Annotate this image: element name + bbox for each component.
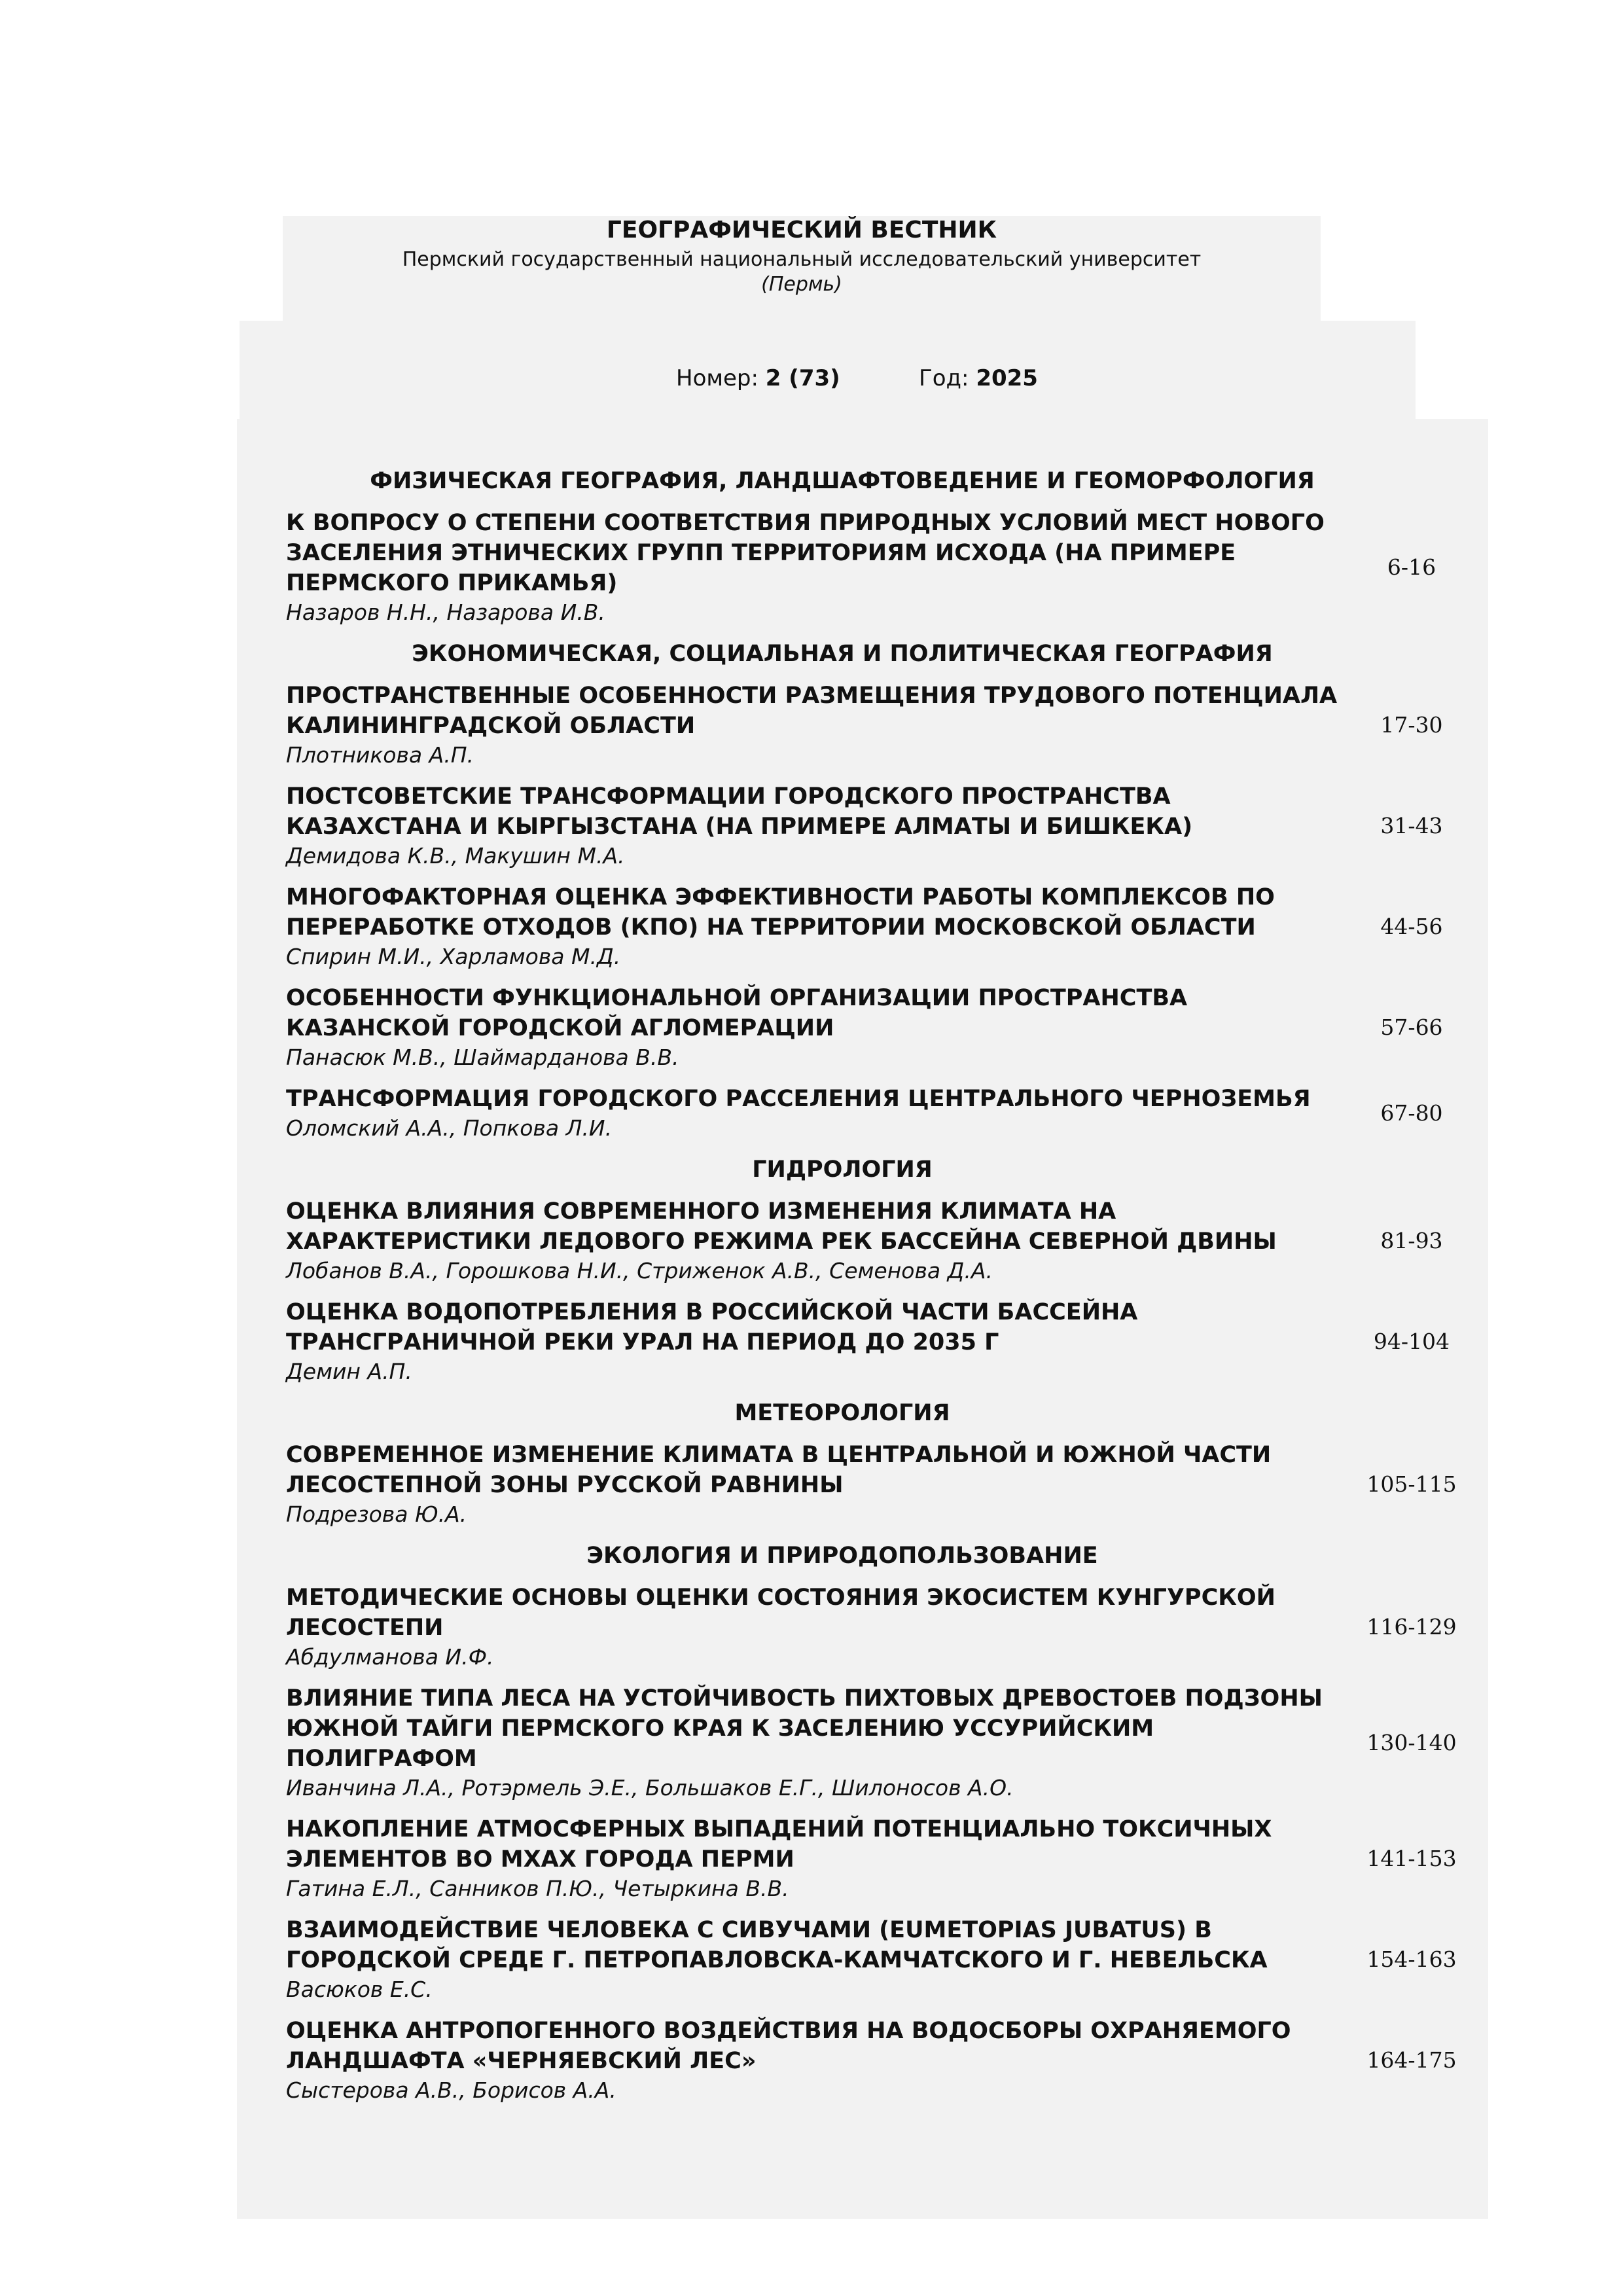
article-authors: Васюков Е.С. xyxy=(286,1977,433,2002)
issue-year-label: Год: xyxy=(919,365,969,391)
article-body xyxy=(286,1196,1346,1285)
article-authors: Демин А.П. xyxy=(286,1359,412,1384)
toc-article[interactable] xyxy=(286,1084,1477,1143)
article-body xyxy=(286,681,1346,770)
article-authors: Назаров Н.Н., Назарова И.В. xyxy=(286,600,605,625)
article-authors: Сыстерова А.В., Борисов А.А. xyxy=(286,2077,616,2103)
issue-number-label: Номер: xyxy=(676,365,758,391)
toc-article[interactable] xyxy=(286,508,1477,627)
article-pages: 116-129 xyxy=(1366,1614,1457,1640)
article-title[interactable]: ОСОБЕННОСТИ ФУНКЦИОНАЛЬНОЙ ОРГАНИЗАЦИИ ПРОСТРАНСТВА КАЗАНСКОЙ ГОРОДСКОЙ АГЛОМЕРАЦИИ xyxy=(286,985,1188,1041)
article-pages: 164-175 xyxy=(1366,2047,1457,2073)
toc-article[interactable] xyxy=(286,2016,1477,2105)
article-body xyxy=(286,1440,1346,1529)
article-pages: 141-153 xyxy=(1366,1846,1457,1871)
article-body xyxy=(286,1683,1346,1803)
toc-article[interactable] xyxy=(286,882,1477,971)
article-pages: 67-80 xyxy=(1380,1100,1443,1126)
issue-number xyxy=(676,364,840,393)
article-pages: 31-43 xyxy=(1380,813,1443,838)
article-title[interactable]: ОЦЕНКА АНТРОПОГЕННОГО ВОЗДЕЙСТВИЯ НА ВОДОСБОРЫ ОХРАНЯЕМОГО ЛАНДШАФТА «ЧЕРНЯЕВСКИЙ ЛЕС» xyxy=(286,2018,1291,2074)
article-pages: 130-140 xyxy=(1366,1730,1457,1755)
section-heading: МЕТЕОРОЛОГИЯ xyxy=(734,1400,950,1426)
article-title[interactable]: ТРАНСФОРМАЦИЯ ГОРОДСКОГО РАССЕЛЕНИЯ ЦЕНТРАЛЬНОГО ЧЕРНОЗЕМЬЯ xyxy=(286,1086,1311,1112)
toc-article[interactable] xyxy=(286,1297,1477,1386)
article-title[interactable]: ПОСТСОВЕТСКИЕ ТРАНСФОРМАЦИИ ГОРОДСКОГО ПРОСТРАНСТВА КАЗАХСТАНА И КЫРГЫЗСТАНА (НА ПРИМЕРЕ АЛМАТЫ И БИШКЕКА) xyxy=(286,783,1193,840)
article-body xyxy=(286,882,1346,971)
issue-year-value: 2025 xyxy=(976,365,1038,391)
section-heading: ФИЗИЧЕСКАЯ ГЕОГРАФИЯ, ЛАНДШАФТОВЕДЕНИЕ И ГЕОМОРФОЛОГИЯ xyxy=(370,468,1315,494)
table-of-contents xyxy=(286,466,1477,2117)
article-title[interactable]: МНОГОФАКТОРНАЯ ОЦЕНКА ЭФФЕКТИВНОСТИ РАБОТЫ КОМПЛЕКСОВ ПО ПЕРЕРАБОТКЕ ОТХОДОВ (КПО) НА ТЕРРИТОРИИ МОСКОВСКОЙ ОБЛАСТИ xyxy=(286,884,1275,941)
article-title[interactable]: ВЛИЯНИЕ ТИПА ЛЕСА НА УСТОЙЧИВОСТЬ ПИХТОВЫХ ДРЕВОСТОЕВ ПОДЗОНЫ ЮЖНОЙ ТАЙГИ ПЕРМСКОГО КРАЯ К ЗАСЕЛЕНИЮ УССУРИЙСКИМ ПОЛИГРАФОМ xyxy=(286,1685,1323,1772)
article-body xyxy=(286,1915,1346,2004)
article-body xyxy=(286,2016,1346,2105)
article-body xyxy=(286,983,1346,1072)
article-title[interactable]: ВЗАИМОДЕЙСТВИЕ ЧЕЛОВЕКА С СИВУЧАМИ (EUMETOPIAS JUBATUS) В ГОРОДСКОЙ СРЕДЕ Г. ПЕТРОПАВЛОВСКА-КАМЧАТСКОГО И Г. НЕВЕЛЬСКА xyxy=(286,1917,1268,1973)
journal-city: (Пермь) xyxy=(761,273,842,296)
article-pages: 44-56 xyxy=(1380,914,1443,939)
article-body xyxy=(286,781,1346,870)
article-title[interactable]: НАКОПЛЕНИЕ АТМОСФЕРНЫХ ВЫПАДЕНИЙ ПОТЕНЦИАЛЬНО ТОКСИЧНЫХ ЭЛЕМЕНТОВ ВО МХАХ ГОРОДА ПЕРМИ xyxy=(286,1816,1272,1873)
article-title[interactable]: ОЦЕНКА ВЛИЯНИЯ СОВРЕМЕННОГО ИЗМЕНЕНИЯ КЛИМАТА НА ХАРАКТЕРИСТИКИ ЛЕДОВОГО РЕЖИМА РЕК БАССЕЙНА СЕВЕРНОЙ ДВИНЫ xyxy=(286,1198,1277,1255)
toc-article[interactable] xyxy=(286,1683,1477,1803)
article-title[interactable]: К ВОПРОСУ О СТЕПЕНИ СООТВЕТСТВИЯ ПРИРОДНЫХ УСЛОВИЙ МЕСТ НОВОГО ЗАСЕЛЕНИЯ ЭТНИЧЕСКИХ ГРУПП ТЕРРИТОРИЯМ ИСХОДА (НА ПРИМЕРЕ ПЕРМСКОГО ПРИКАМЬЯ) xyxy=(286,510,1325,596)
article-title[interactable]: ПРОСТРАНСТВЕННЫЕ ОСОБЕННОСТИ РАЗМЕЩЕНИЯ ТРУДОВОГО ПОТЕНЦИАЛА КАЛИНИНГРАДСКОЙ ОБЛАСТИ xyxy=(286,683,1338,739)
article-body xyxy=(286,1814,1346,1903)
article-authors: Абдулманова И.Ф. xyxy=(286,1644,494,1670)
article-authors: Спирин М.И., Харламова М.Д. xyxy=(286,944,621,969)
journal-university: Пермский государственный национальный исследовательский университет xyxy=(402,248,1202,271)
article-pages: 105-115 xyxy=(1366,1471,1457,1497)
article-title[interactable]: СОВРЕМЕННОЕ ИЗМЕНЕНИЕ КЛИМАТА В ЦЕНТРАЛЬНОЙ И ЮЖНОЙ ЧАСТИ ЛЕСОСТЕПНОЙ ЗОНЫ РУССКОЙ РАВНИНЫ xyxy=(286,1442,1272,1498)
toc-article[interactable] xyxy=(286,1196,1477,1285)
article-body xyxy=(286,508,1346,627)
article-title[interactable]: ОЦЕНКА ВОДОПОТРЕБЛЕНИЯ В РОССИЙСКОЙ ЧАСТИ БАССЕЙНА ТРАНСГРАНИЧНОЙ РЕКИ УРАЛ НА ПЕРИОД ДО 2035 Г xyxy=(286,1299,1138,1355)
article-pages: 94-104 xyxy=(1373,1329,1450,1354)
article-authors: Гатина Е.Л., Санников П.Ю., Четыркина В.В. xyxy=(286,1876,789,1901)
journal-title: ГЕОГРАФИЧЕСКИЙ ВЕСТНИК xyxy=(606,217,997,243)
toc-article[interactable] xyxy=(286,681,1477,770)
article-authors: Оломский А.А., Попкова Л.И. xyxy=(286,1115,613,1141)
article-pages: 6-16 xyxy=(1387,554,1436,580)
section-heading: ЭКОЛОГИЯ И ПРИРОДОПОЛЬЗОВАНИЕ xyxy=(586,1543,1098,1569)
section-heading: ГИДРОЛОГИЯ xyxy=(752,1157,933,1183)
article-pages: 154-163 xyxy=(1366,1946,1457,1972)
toc-article[interactable] xyxy=(286,1915,1477,2004)
toc-article[interactable] xyxy=(286,1814,1477,1903)
article-title[interactable]: МЕТОДИЧЕСКИЕ ОСНОВЫ ОЦЕНКИ СОСТОЯНИЯ ЭКОСИСТЕМ КУНГУРСКОЙ ЛЕСОСТЕПИ xyxy=(286,1585,1275,1641)
article-body xyxy=(286,1583,1346,1672)
article-authors: Плотникова А.П. xyxy=(286,742,474,768)
article-authors: Иванчина Л.А., Ротэрмель Э.Е., Большаков Е.Г., Шилоносов А.О. xyxy=(286,1775,1014,1801)
issue-number-value: 2 (73) xyxy=(765,365,840,391)
article-authors: Подрезова Ю.А. xyxy=(286,1501,467,1527)
article-body xyxy=(286,1297,1346,1386)
article-authors: Лобанов В.А., Горошкова Н.И., Стриженок А.В., Семенова Д.А. xyxy=(286,1258,993,1283)
article-authors: Демидова К.В., Макушин М.А. xyxy=(286,843,625,869)
article-pages: 81-93 xyxy=(1380,1228,1443,1253)
toc-article[interactable] xyxy=(286,1440,1477,1529)
toc-article[interactable] xyxy=(286,983,1477,1072)
section-heading: ЭКОНОМИЧЕСКАЯ, СОЦИАЛЬНАЯ И ПОЛИТИЧЕСКАЯ ГЕОГРАФИЯ xyxy=(412,641,1273,667)
article-pages: 17-30 xyxy=(1380,712,1443,738)
article-authors: Панасюк М.В., Шаймарданова В.В. xyxy=(286,1045,679,1070)
article-pages: 57-66 xyxy=(1380,1014,1443,1040)
issue-year xyxy=(919,364,1038,393)
toc-article[interactable] xyxy=(286,781,1477,870)
article-body xyxy=(286,1084,1346,1143)
toc-article[interactable] xyxy=(286,1583,1477,1672)
